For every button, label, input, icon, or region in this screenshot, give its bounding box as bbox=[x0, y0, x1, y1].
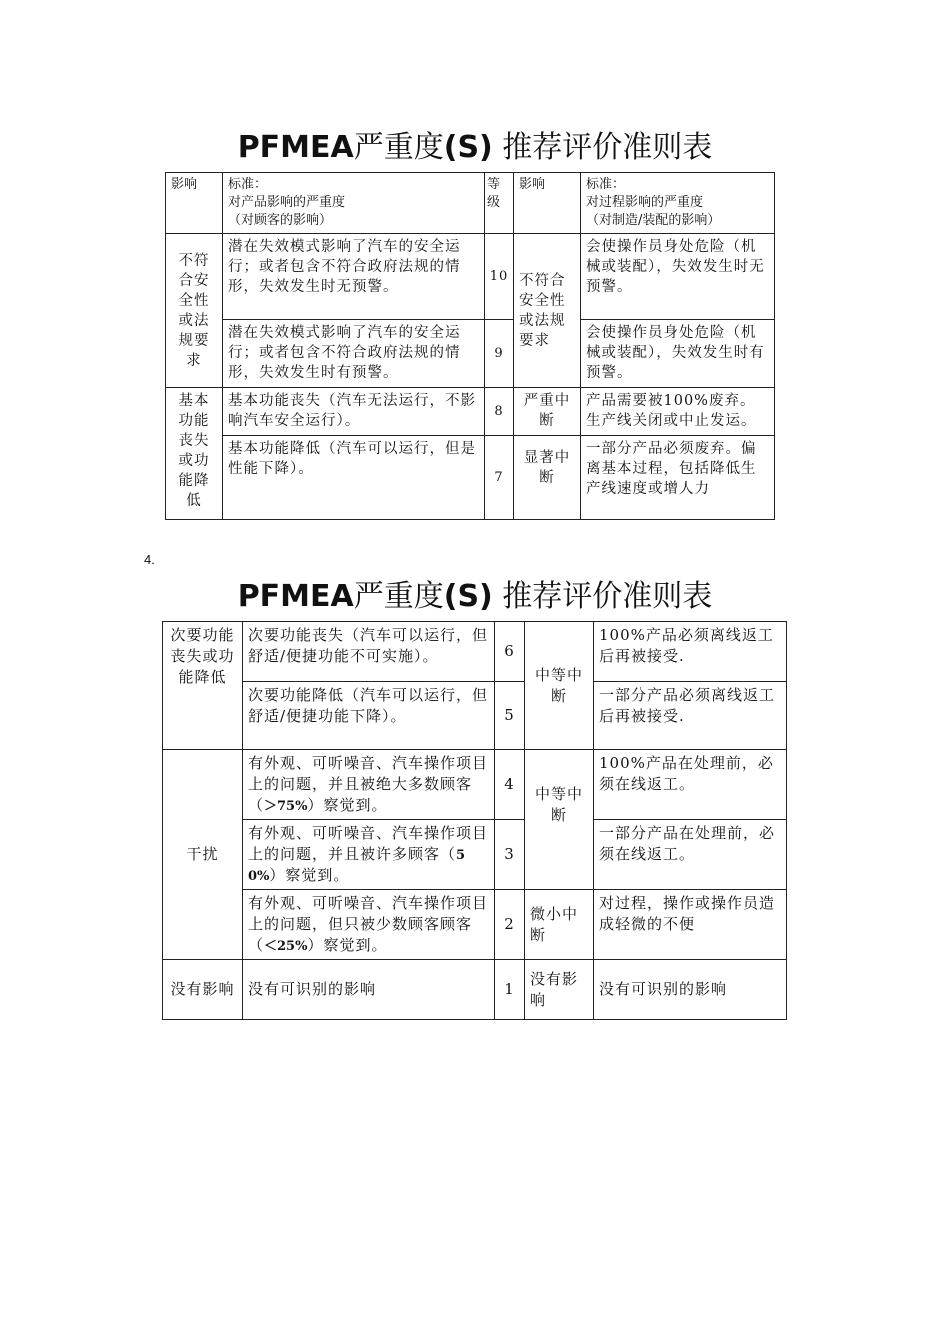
table-header-row bbox=[166, 173, 775, 234]
rank-cell: 4 bbox=[495, 750, 525, 820]
rank-cell: 8 bbox=[485, 388, 514, 436]
page-title-2 bbox=[0, 577, 950, 617]
severity-criteria-table-1 bbox=[165, 172, 775, 520]
title-latin: PFMEA bbox=[237, 130, 354, 165]
table-row bbox=[163, 960, 787, 1020]
effect-cell: 没有影响 bbox=[163, 960, 243, 1020]
process-criteria-cell: 100%产品必须离线返工后再被接受. bbox=[594, 622, 787, 682]
product-criteria-cell: 潜在失效模式影响了汽车的安全运行；或者包含不符合政府法规的情形，失效发生时无预警。 bbox=[223, 234, 485, 320]
table-row bbox=[166, 388, 775, 436]
header-line: （对制造/装配的影响） bbox=[586, 213, 721, 228]
criteria-text: 有外观、可听噪音、汽车操作项目上的问题，并且被许多顾客（ bbox=[248, 824, 489, 863]
title-cjk: 严重度 bbox=[353, 130, 444, 165]
header-criteria-process bbox=[581, 173, 775, 234]
table-row bbox=[163, 622, 787, 682]
percent-value: 50% bbox=[248, 848, 466, 884]
effect-cell: 不符合安全性或法规要求 bbox=[166, 234, 223, 388]
rank-cell: 3 bbox=[495, 820, 525, 890]
effect-cell: 干扰 bbox=[163, 750, 243, 960]
rank-cell: 5 bbox=[495, 682, 525, 750]
criteria-text: 有外观、可听噪音、汽车操作项目上的问题，并且被绝大多数顾客（ bbox=[248, 754, 489, 814]
effect-cell: 基本功能丧失或功能降低 bbox=[166, 388, 223, 520]
title-cjk: 推荐评价准则表 bbox=[492, 130, 713, 165]
product-criteria-cell: 基本功能丧失（汽车无法运行，不影响汽车安全运行）。 bbox=[223, 388, 485, 436]
criteria-text: ）察觉到。 bbox=[307, 936, 388, 954]
header-criteria-product bbox=[223, 173, 485, 234]
header-rank: 等级 bbox=[485, 173, 514, 234]
title-cjk: 严重度 bbox=[353, 579, 444, 614]
table-row bbox=[166, 320, 775, 388]
process-criteria-cell: 没有可识别的影响 bbox=[594, 960, 787, 1020]
section-number: 4. bbox=[144, 552, 155, 567]
header-line: 标准： bbox=[228, 177, 268, 192]
header-line: 标准： bbox=[586, 177, 626, 192]
header-line: 对过程影响的严重度 bbox=[586, 195, 704, 210]
product-criteria-cell: 基本功能降低（汽车可以运行，但是性能下降）。 bbox=[223, 436, 485, 520]
rank-cell: 2 bbox=[495, 890, 525, 960]
table-row bbox=[163, 750, 787, 820]
process-criteria-cell: 会使操作员身处危险（机械或装配），失效发生时无预警。 bbox=[581, 234, 775, 320]
title-latin: (S) bbox=[443, 130, 493, 165]
percent-value: ＞75% bbox=[264, 799, 308, 814]
table-row bbox=[163, 820, 787, 890]
table-row bbox=[166, 436, 775, 520]
percent-value: ＜25% bbox=[264, 939, 308, 954]
table-row bbox=[163, 682, 787, 750]
rank-cell: 7 bbox=[485, 436, 514, 520]
product-criteria-cell: 潜在失效模式影响了汽车的安全运行；或者包含不符合政府法规的情形，失效发生时有预警。 bbox=[223, 320, 485, 388]
product-criteria-cell: 次要功能丧失（汽车可以运行，但舒适/便捷功能不可实施）。 bbox=[243, 622, 495, 682]
process-criteria-cell: 一部分产品在处理前，必须在线返工。 bbox=[594, 820, 787, 890]
title-cjk: 推荐评价准则表 bbox=[492, 579, 713, 614]
rank-cell: 6 bbox=[495, 622, 525, 682]
product-criteria-cell bbox=[243, 820, 495, 890]
rank-cell: 9 bbox=[485, 320, 514, 388]
effect-cell: 次要功能丧失或功能降低 bbox=[163, 622, 243, 750]
title-latin: PFMEA bbox=[237, 579, 354, 614]
product-criteria-cell bbox=[243, 750, 495, 820]
severity-criteria-table-2 bbox=[162, 621, 787, 1020]
process-criteria-cell: 产品需要被100%废弃。生产线关闭或中止发运。 bbox=[581, 388, 775, 436]
table-row bbox=[163, 890, 787, 960]
header-line: 对产品影响的严重度 bbox=[228, 195, 346, 210]
process-effect-cell: 显著中断 bbox=[514, 436, 581, 520]
rank-cell: 10 bbox=[485, 234, 514, 320]
header-line: （对顾客的影响） bbox=[228, 213, 333, 228]
process-criteria-cell: 对过程，操作或操作员造成轻微的不便 bbox=[594, 890, 787, 960]
title-latin: (S) bbox=[443, 579, 493, 614]
process-effect-cell: 没有影响 bbox=[525, 960, 594, 1020]
product-criteria-cell: 次要功能降低（汽车可以运行，但舒适/便捷功能下降）。 bbox=[243, 682, 495, 750]
process-effect-cell: 不符合安全性或法规要求 bbox=[514, 234, 581, 388]
process-effect-cell: 微小中断 bbox=[525, 890, 594, 960]
criteria-text: ）察觉到。 bbox=[307, 796, 388, 814]
product-criteria-cell: 没有可识别的影响 bbox=[243, 960, 495, 1020]
criteria-text: 有外观、可听噪音、汽车操作项目上的问题，但只被少数顾客顾客（ bbox=[248, 894, 489, 954]
product-criteria-cell bbox=[243, 890, 495, 960]
page-title-1 bbox=[0, 128, 950, 168]
process-criteria-cell: 100%产品在处理前，必须在线返工。 bbox=[594, 750, 787, 820]
process-effect-cell: 严重中断 bbox=[514, 388, 581, 436]
header-effect-process: 影响 bbox=[514, 173, 581, 234]
process-effect-cell: 中等中断 bbox=[525, 622, 594, 750]
table-row bbox=[166, 234, 775, 320]
criteria-text: ）察觉到。 bbox=[269, 866, 350, 884]
process-criteria-cell: 一部分产品必须离线返工后再被接受. bbox=[594, 682, 787, 750]
header-effect: 影响 bbox=[166, 173, 223, 234]
process-criteria-cell: 会使操作员身处危险（机械或装配），失效发生时有预警。 bbox=[581, 320, 775, 388]
process-effect-cell: 中等中断 bbox=[525, 750, 594, 890]
rank-cell: 1 bbox=[495, 960, 525, 1020]
process-criteria-cell: 一部分产品必须废弃。偏离基本过程，包括降低生产线速度或增人力 bbox=[581, 436, 775, 520]
